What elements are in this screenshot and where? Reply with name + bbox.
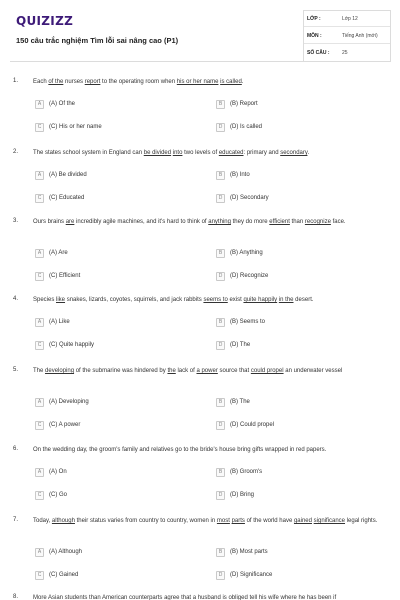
- text-segment: their status varies from country to country, women in: [74, 518, 217, 524]
- question-number: 7.: [13, 517, 19, 523]
- underlined-segment: secondary: [280, 150, 308, 156]
- text-segment: incredibly agile machines, and it's hard to think of: [74, 219, 209, 225]
- question-number: 5.: [13, 367, 19, 373]
- text-segment: lack of: [175, 368, 197, 374]
- underlined-segment: educated: [218, 150, 244, 156]
- underlined-segment: like: [56, 297, 66, 303]
- option-text: (B) Groom's: [230, 469, 263, 475]
- option-letter-box: C: [35, 123, 44, 132]
- text-segment: of the world have: [244, 518, 294, 524]
- underlined-segment: of the: [48, 79, 64, 85]
- option-letter-box: B: [216, 398, 225, 407]
- text-segment: to the operating room when: [100, 79, 177, 85]
- option-text: (C) Gained: [49, 572, 79, 578]
- option-text: (A) On: [49, 469, 67, 475]
- underlined-segment: recognize: [304, 219, 331, 225]
- underlined-segment: a power: [196, 368, 218, 374]
- text-segment: exist: [227, 297, 244, 303]
- meta-box: [303, 10, 391, 62]
- option-letter-box: B: [216, 468, 225, 477]
- text-segment: More Asian students than American counterparts agree that a husband is obliged tell his wife where he has been if: [33, 595, 337, 600]
- text-segment: nurses: [63, 79, 85, 85]
- question-text: [33, 218, 388, 228]
- underlined-segment: be divided: [143, 150, 172, 156]
- option-text: (C) A power: [49, 422, 81, 428]
- underlined-segment: are: [65, 219, 75, 225]
- text-segment: Species: [33, 297, 57, 303]
- option-letter-box: C: [35, 194, 44, 203]
- option-letter-box: A: [35, 100, 44, 109]
- text-segment: they do more: [230, 219, 270, 225]
- underlined-segment: his or her name: [176, 79, 219, 85]
- underlined-segment: developing: [45, 368, 75, 374]
- question-number: 2.: [13, 149, 19, 155]
- text-segment: The states school system in England can: [33, 150, 144, 156]
- underlined-segment: could propel: [250, 368, 284, 374]
- option-letter-box: D: [216, 272, 225, 281]
- question-text: [33, 594, 388, 600]
- question-number: 4.: [13, 296, 19, 302]
- option-letter-box: A: [35, 249, 44, 258]
- question-text: [33, 149, 388, 159]
- option-letter-box: C: [35, 571, 44, 580]
- option-letter-box: A: [35, 548, 44, 557]
- text-segment: of the submarine was hindered by: [74, 368, 168, 374]
- option-text: (C) Go: [49, 492, 67, 498]
- option-letter-box: B: [216, 249, 225, 258]
- text-segment: : primary and: [243, 150, 281, 156]
- underlined-segment: parts: [231, 518, 245, 524]
- option-letter-box: C: [35, 272, 44, 281]
- option-text: (A) Be divided: [49, 172, 87, 178]
- underlined-segment: into: [172, 150, 183, 156]
- underlined-segment: is called: [220, 79, 242, 85]
- question-number: 8.: [13, 594, 19, 600]
- text-segment: On the wedding day, the groom's family and relatives go to the bride's house bring gifts wrapped in red papers.: [33, 447, 327, 453]
- meta-row-class: [304, 11, 390, 27]
- underlined-segment: seems to: [203, 297, 228, 303]
- question-number: 3.: [13, 218, 19, 224]
- text-segment: The: [33, 368, 46, 374]
- option-text: (C) Educated: [49, 195, 85, 201]
- question-text: [33, 517, 388, 527]
- option-letter-box: A: [35, 318, 44, 327]
- text-segment: .: [241, 79, 244, 85]
- underlined-segment: in the: [278, 297, 294, 303]
- option-letter-box: D: [216, 571, 225, 580]
- quizizz-logo: QUIZIZZ: [16, 14, 74, 28]
- question-text: [33, 446, 388, 456]
- option-letter-box: A: [35, 398, 44, 407]
- question-text: [33, 78, 388, 88]
- option-letter-box: B: [216, 318, 225, 327]
- option-letter-box: C: [35, 491, 44, 500]
- option-text: (D) Could propel: [230, 422, 275, 428]
- underlined-segment: efficient: [269, 219, 290, 225]
- option-text: (B) Into: [230, 172, 250, 178]
- option-text: (A) Although: [49, 549, 83, 555]
- question-text: [33, 296, 388, 306]
- underlined-segment: quite happily: [243, 297, 278, 303]
- text-segment: two levels of: [182, 150, 219, 156]
- option-text: (A) Like: [49, 319, 70, 325]
- option-letter-box: D: [216, 194, 225, 203]
- option-text: (B) The: [230, 399, 250, 405]
- option-text: (A) Are: [49, 250, 68, 256]
- option-text: (B) Most parts: [230, 549, 268, 555]
- option-text: (D) Secondary: [230, 195, 269, 201]
- text-segment: Ours brains: [33, 219, 66, 225]
- meta-row-count: [304, 45, 390, 61]
- text-segment: .: [307, 150, 310, 156]
- underlined-segment: gained: [293, 518, 312, 524]
- option-text: (A) Developing: [49, 399, 89, 405]
- question-number: 6.: [13, 446, 19, 452]
- meta-row-subject: [304, 28, 390, 44]
- text-segment: legal rights.: [345, 518, 378, 524]
- option-text: (B) Report: [230, 101, 258, 107]
- underlined-segment: the: [167, 368, 176, 374]
- option-letter-box: D: [216, 123, 225, 132]
- meta-value: Lớp 12: [342, 16, 358, 22]
- option-text: (D) The: [230, 342, 251, 348]
- underlined-segment: although: [51, 518, 75, 524]
- text-segment: an underwater vessel: [283, 368, 343, 374]
- option-letter-box: B: [216, 100, 225, 109]
- option-letter-box: D: [216, 421, 225, 430]
- option-letter-box: B: [216, 548, 225, 557]
- option-text: (D) Bring: [230, 492, 255, 498]
- question-text: [33, 367, 388, 377]
- option-text: (B) Seems to: [230, 319, 266, 325]
- option-text: (B) Anything: [230, 250, 263, 256]
- text-segment: Today,: [33, 518, 52, 524]
- meta-value: Tiếng Anh (mới): [342, 33, 378, 39]
- text-segment: face.: [330, 219, 346, 225]
- option-letter-box: D: [216, 491, 225, 500]
- option-text: (D) Recognize: [230, 273, 269, 279]
- meta-label: MÔN :: [307, 33, 322, 39]
- meta-label: LỚP :: [307, 16, 321, 22]
- text-segment: than: [289, 219, 305, 225]
- underlined-segment: significance: [313, 518, 346, 524]
- option-letter-box: A: [35, 468, 44, 477]
- option-letter-box: C: [35, 341, 44, 350]
- meta-value: 25: [342, 50, 348, 56]
- option-text: (C) Quite happily: [49, 342, 95, 348]
- option-text: (A) Of the: [49, 101, 76, 107]
- question-number: 1.: [13, 78, 19, 84]
- text-segment: source that: [217, 368, 251, 374]
- option-text: (D) Is called: [230, 124, 263, 130]
- option-letter-box: C: [35, 421, 44, 430]
- option-letter-box: D: [216, 341, 225, 350]
- text-segment: snakes, lizards, coyotes, squirrels, and jack rabbits: [65, 297, 204, 303]
- underlined-segment: report: [84, 79, 101, 85]
- meta-label: SỐ CÂU :: [307, 50, 330, 56]
- header-left: [10, 10, 305, 62]
- option-text: (C) His or her name: [49, 124, 102, 130]
- option-text: (C) Efficient: [49, 273, 81, 279]
- option-text: (D) Significance: [230, 572, 273, 578]
- text-segment: desert.: [293, 297, 314, 303]
- option-letter-box: B: [216, 171, 225, 180]
- underlined-segment: anything: [208, 219, 231, 225]
- option-letter-box: A: [35, 171, 44, 180]
- underlined-segment: most: [216, 518, 230, 524]
- worksheet-title: 150 câu trắc nghiệm Tìm lỗi sai nâng cao (P1): [16, 36, 179, 45]
- text-segment: Each: [33, 79, 49, 85]
